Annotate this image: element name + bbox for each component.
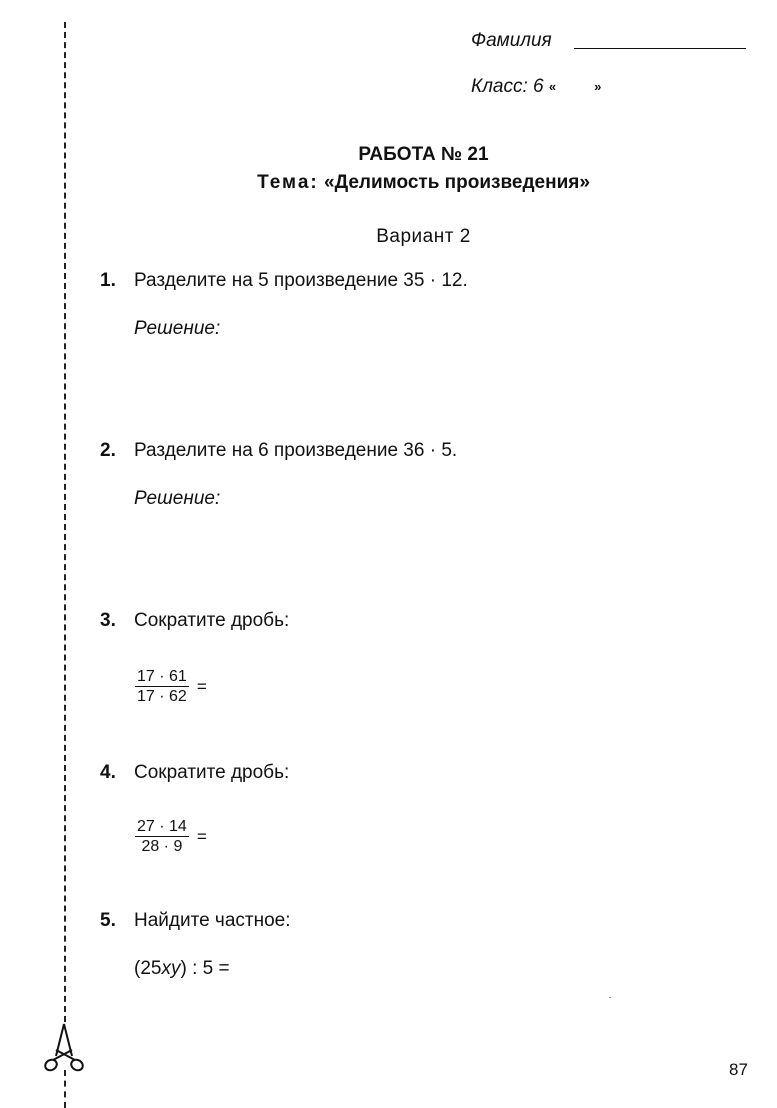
topic-label: Тема: — [257, 172, 319, 193]
expression-open: (25 — [134, 958, 162, 979]
scan-speck — [609, 997, 611, 998]
task-number: 1. — [100, 270, 116, 291]
task-number: 5. — [100, 910, 116, 931]
fraction-denominator: 28 · 9 — [141, 838, 183, 855]
surname-label: Фамилия — [471, 30, 552, 51]
variant-label: Вариант 2 — [376, 226, 471, 247]
task-2 — [100, 440, 457, 462]
scissors-icon — [42, 1022, 86, 1074]
expression-rest: ) : 5 = — [180, 958, 230, 979]
task-number: 3. — [100, 610, 116, 631]
task-3-fraction — [135, 667, 207, 706]
task-1 — [100, 270, 468, 292]
task-text: Найдите частное: — [134, 910, 291, 931]
expression-variable: xy — [161, 958, 181, 979]
cut-line-bottom — [64, 1070, 66, 1108]
task-2-solution-label: Решение: — [134, 488, 221, 509]
task-number: 2. — [100, 440, 116, 461]
class-row — [471, 76, 601, 98]
class-close-quote: » — [594, 79, 602, 94]
surname-field-line — [574, 48, 746, 49]
page-number: 87 — [729, 1060, 748, 1079]
work-title: РАБОТА № 21 — [358, 144, 489, 165]
task-text: Сократите дробь: — [134, 610, 290, 631]
task-1-solution-label: Решение: — [134, 318, 221, 339]
task-text: Разделите на 6 произведение 36 · 5. — [134, 440, 458, 461]
class-open-quote: « — [548, 79, 557, 94]
task-text: Разделите на 5 произведение 35 · 12. — [134, 270, 468, 291]
task-number: 4. — [100, 762, 116, 783]
equals-sign: = — [196, 676, 207, 696]
task-4-fraction — [135, 817, 207, 856]
equals-sign: = — [196, 826, 207, 846]
class-label: Класс: 6 — [471, 76, 544, 97]
fraction-numerator: 27 · 14 — [137, 818, 187, 835]
task-5-expression — [134, 958, 230, 980]
topic-text: «Делимость произведения» — [324, 172, 590, 193]
topic-title — [0, 172, 777, 194]
task-text: Сократите дробь: — [134, 762, 290, 783]
task-3 — [100, 610, 289, 632]
task-5 — [100, 910, 291, 932]
fraction-numerator: 17 · 61 — [137, 668, 187, 685]
fraction-denominator: 17 · 62 — [137, 688, 187, 705]
task-4 — [100, 762, 289, 784]
